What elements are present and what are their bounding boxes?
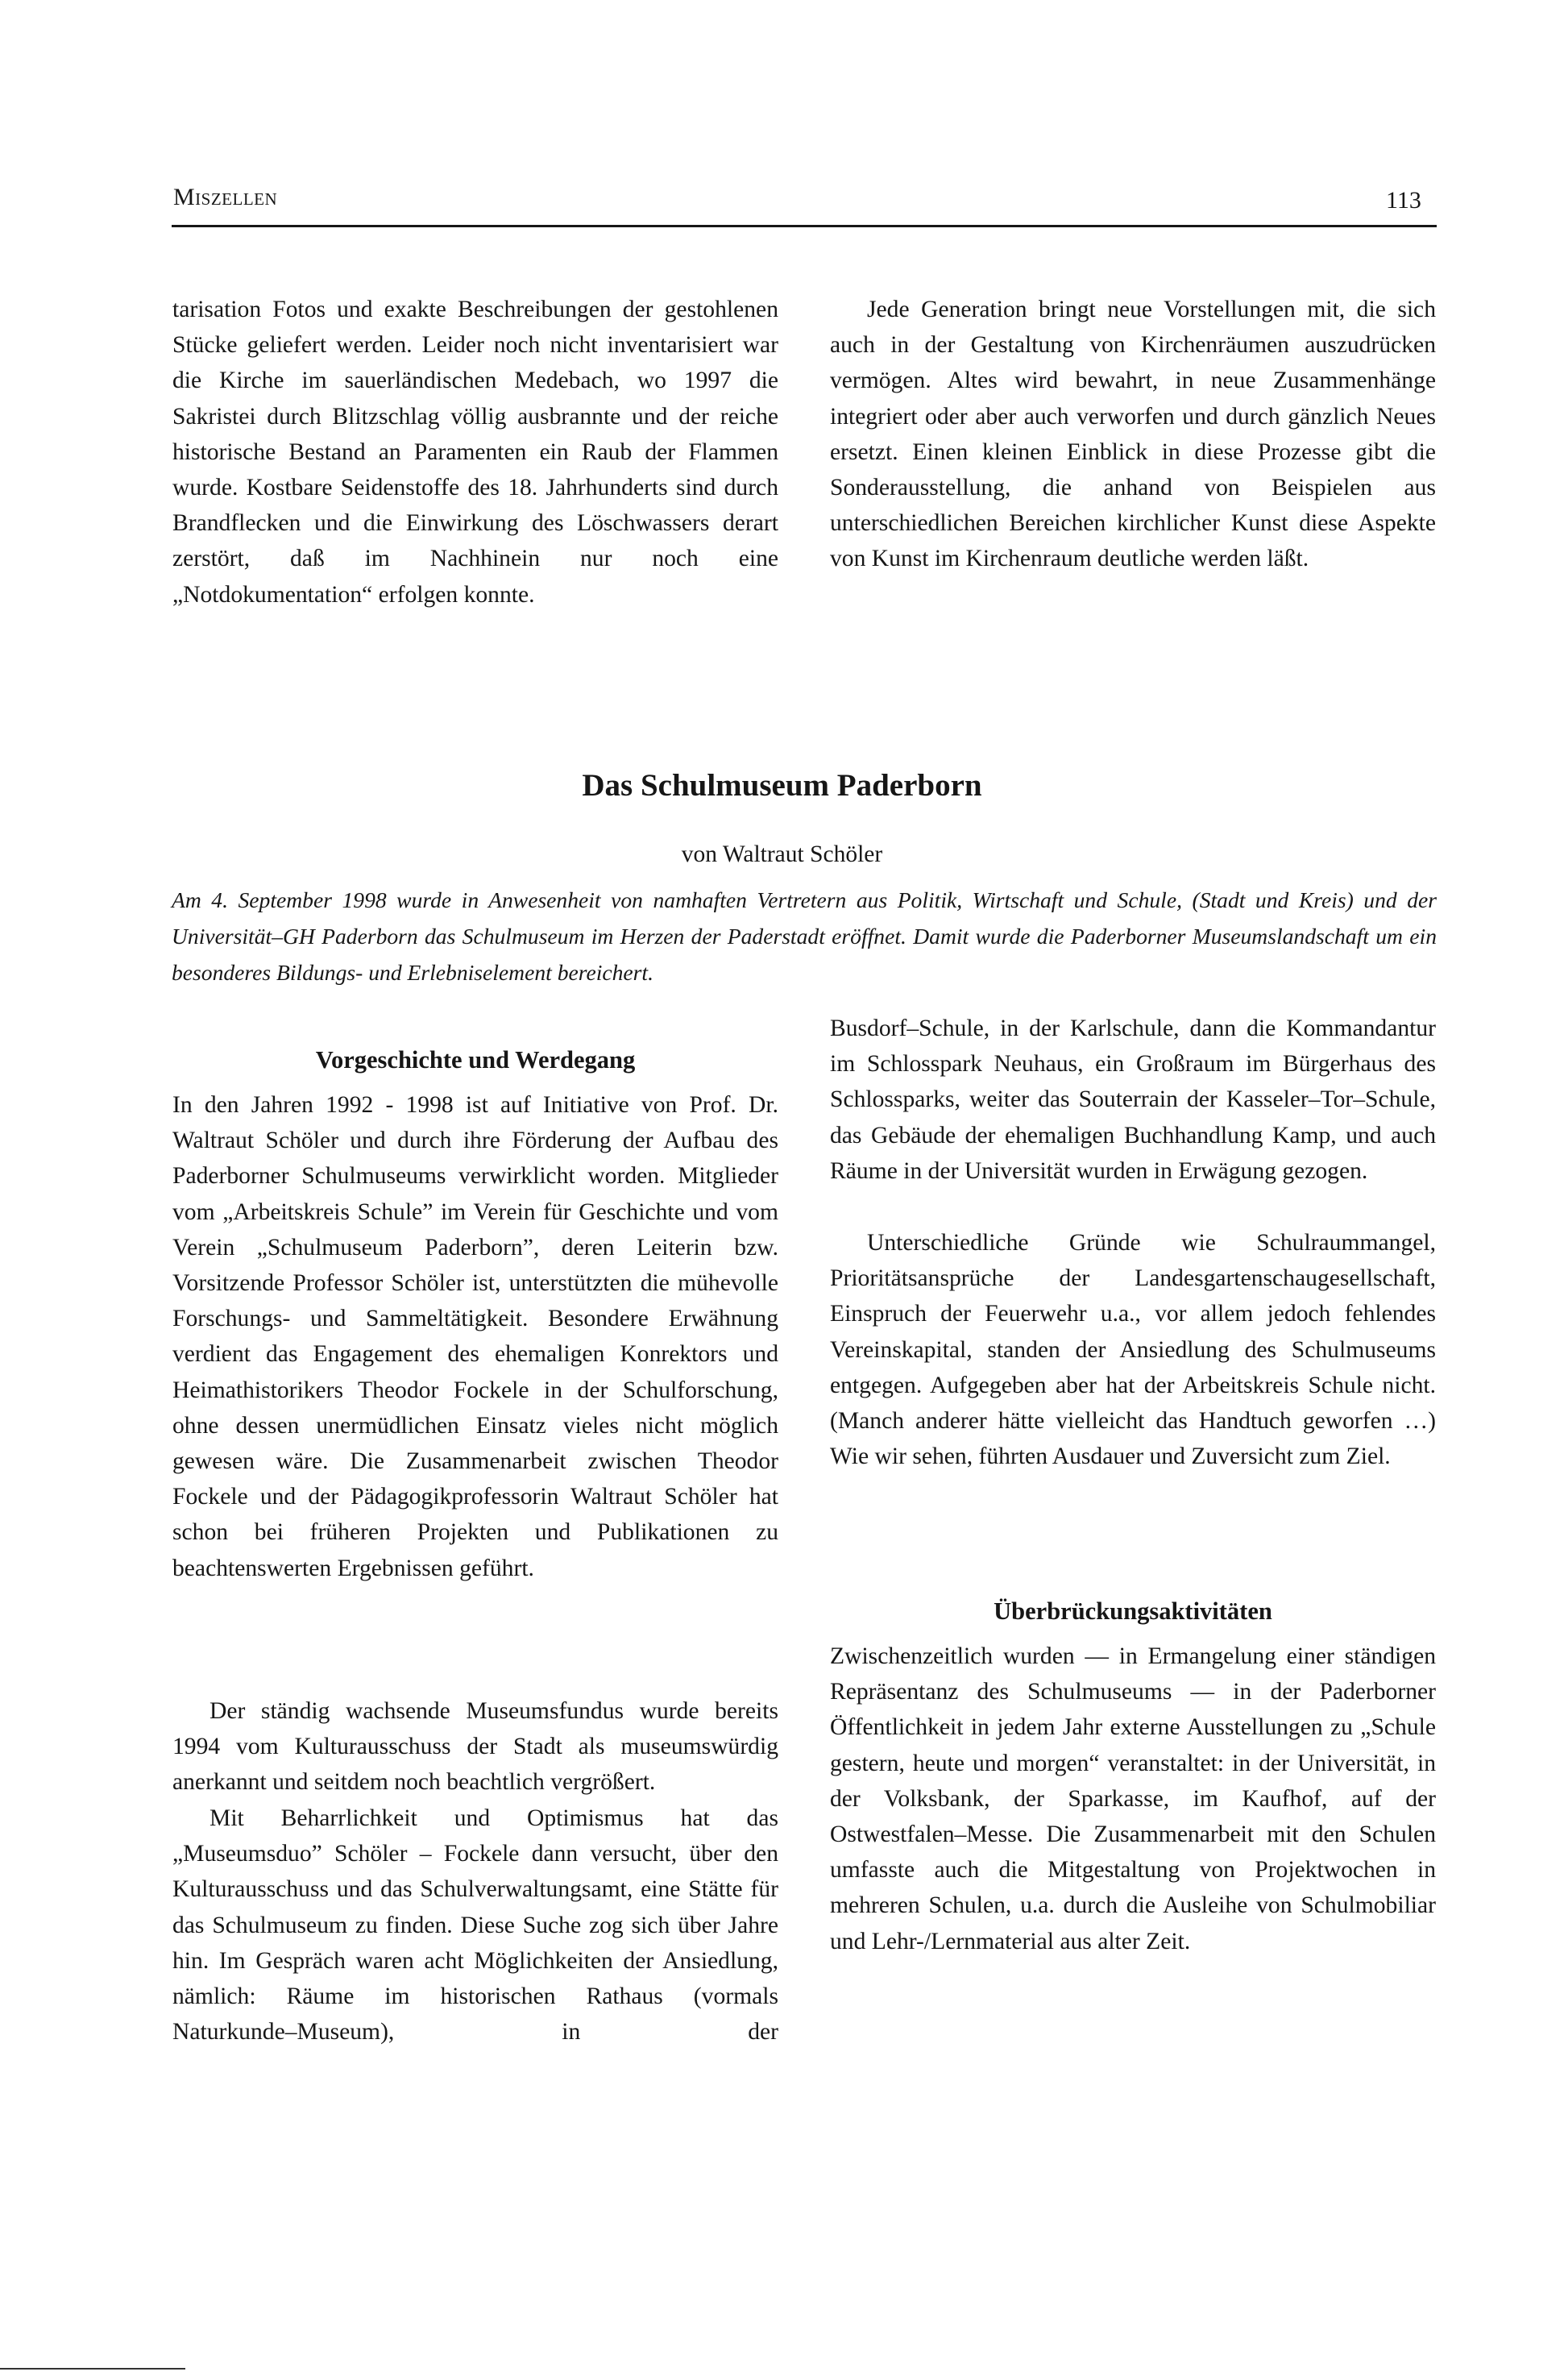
running-head: Miszellen — [173, 184, 278, 210]
article-title: Das Schulmuseum Paderborn — [582, 768, 982, 803]
page-number: 113 — [1386, 187, 1421, 214]
section-heading-ueberbrueckung: Überbrückungsaktivitäten — [994, 1597, 1272, 1625]
paragraph-museumsfundus: Der ständig wachsende Museumsfundus wurde bereits 1994 vom Kulturausschuss der Stadt als museumswürdig anerkannt und seitdem noch beachtlich vergrößert. — [172, 1698, 778, 1796]
header-rule — [172, 225, 1437, 227]
previous-article-right-paragraph: Jede Generation bringt neue Vorstellungen mit, die sich auch in der Gestaltung von Kirchenräumen auszudrücken vermögen. Altes wird bewahrt, in neue Zusammenhänge integriert oder aber auch verworfen und durch gänzlich Neues ersetzt. Einen kleinen Einblick in diese Prozesse gibt die Sonderausstellung, die anhand von Beispielen aus unterschiedlichen Bereichen kirchlicher Kunst diese Aspekte von Kunst im Kirchenraum deutliche werden läßt. — [830, 297, 1436, 572]
article-abstract: Am 4. September 1998 wurde in Anwesenheit von namhaften Vertretern aus Politik, Wirtschaft und Schule, (Stadt und Kreis) und der Universität–GH Paderborn das Schulmuseum im Herzen der Paderstadt eröffnet. Damit wurde die Paderborner Museumslandschaft um ein besonderes Bildungs- und Erlebniselement bereichert. — [172, 887, 1437, 985]
paragraph-gruende: Unterschiedliche Gründe wie Schulraummangel, Prioritätsansprüche der Landesgartenschaugesellschaft, Einspruch der Feuerwehr u.a., vor allem jedoch fehlendes Vereinskapital, standen der Ansiedlung des Schulmuseums entgegen. Aufgegeben aber hat der Arbeitskreis Schule nicht. (Manch anderer hätte vielleicht das Handtuch geworfen …) Wie wir sehen, führten Ausdauer und Zuversicht zum Ziel. — [830, 1230, 1436, 1470]
paragraph-museumsduo: Mit Beharrlichkeit und Optimismus hat das „Museumsduo” Schöler – Fockele dann versucht, über den Kulturausschuss und das Schulverwaltungsamt, eine Stätte für das Schulmuseum zu finden. Diese Suche zog sich über Jahre hin. Im Gespräch waren acht Möglichkeiten der Ansiedlung, nämlich: Räume im historischen Rathaus (vormals Naturkunde–Museum), in der — [172, 1805, 778, 2046]
paragraph-initiative: In den Jahren 1992 - 1998 ist auf Initiative von Prof. Dr. Waltraut Schöler und durch ihre Förderung der Aufbau des Paderborner Schulmuseums verwirklicht worden. Mitglieder vom „Arbeitskreis Schule” im Verein für Geschichte und vom Verein „Schulmuseum Paderborn”, deren Leiterin bzw. Vorsitzende Professor Schöler ist, unterstützten die mühevolle Forschungs- und Sammeltätigkeit. Besondere Erwähnung verdient das Engagement des ehemaligen Konrektors und Heimathistorikers Theodor Fockele in der Schulforschung, ohne dessen unermüdlichen Einsatz vieles nicht möglich gewesen wäre. Die Zusammenarbeit zwischen Theodor Fockele und der Pädagogikprofessorin Waltraut Schöler hat schon bei früheren Projekten und Publikationen zu beachtenswerten Ergebnissen geführt. — [172, 1092, 778, 1581]
section-heading-vorgeschichte: Vorgeschichte und Werdegang — [315, 1046, 636, 1074]
paragraph-ansiedlung-options: Busdorf–Schule, in der Karlschule, dann die Kommandantur im Schlosspark Neuhaus, ein Großraum im Bürgerhaus des Schlossparks, weiter das Souterrain der Kasseler–Tor–Schule, das Gebäude der ehemaligen Buchhandlung Kamp, und auch Räume in der Universität wurden in Erwägung gezogen. — [830, 1016, 1436, 1184]
bottom-edge-rule — [0, 2368, 185, 2370]
paragraph-ausstellungen: Zwischenzeitlich wurden — in Ermangelung einer ständigen Repräsentanz des Schulmuseums — in der Paderborner Öffentlichkeit in jedem Jahr externe Ausstellungen zu „Schule gestern, heute und morgen“ veranstaltet: in der Universität, in der Volksbank, der Sparkasse, im Kaufhof, auf der Ostwestfalen–Messe. Die Zusammenarbeit mit den Schulen umfasste auch die Mitgestaltung von Projektwochen in mehreren Schulen, u.a. durch die Ausleihe von Schulmobiliar und Lehr-/Lernmaterial aus alter Zeit. — [830, 1643, 1436, 1954]
article-author: von Waltraut Schöler — [681, 841, 883, 867]
previous-article-left-paragraph: tarisation Fotos und exakte Beschreibungen der gestohlenen Stücke geliefert werden. Leider noch nicht inventarisiert war die Kirche im sauerländischen Medebach, wo 1997 die Sakristei durch Blitzschlag völlig ausbrannte und der reiche historische Bestand an Paramenten ein Raub der Flammen wurde. Kostbare Seidenstoffe des 18. Jahrhunderts sind durch Brandflecken und die Einwirkung des Löschwassers derart zerstört, daß im Nachhinein nur noch eine „Notdokumentation“ erfolgen konnte. — [172, 297, 778, 608]
